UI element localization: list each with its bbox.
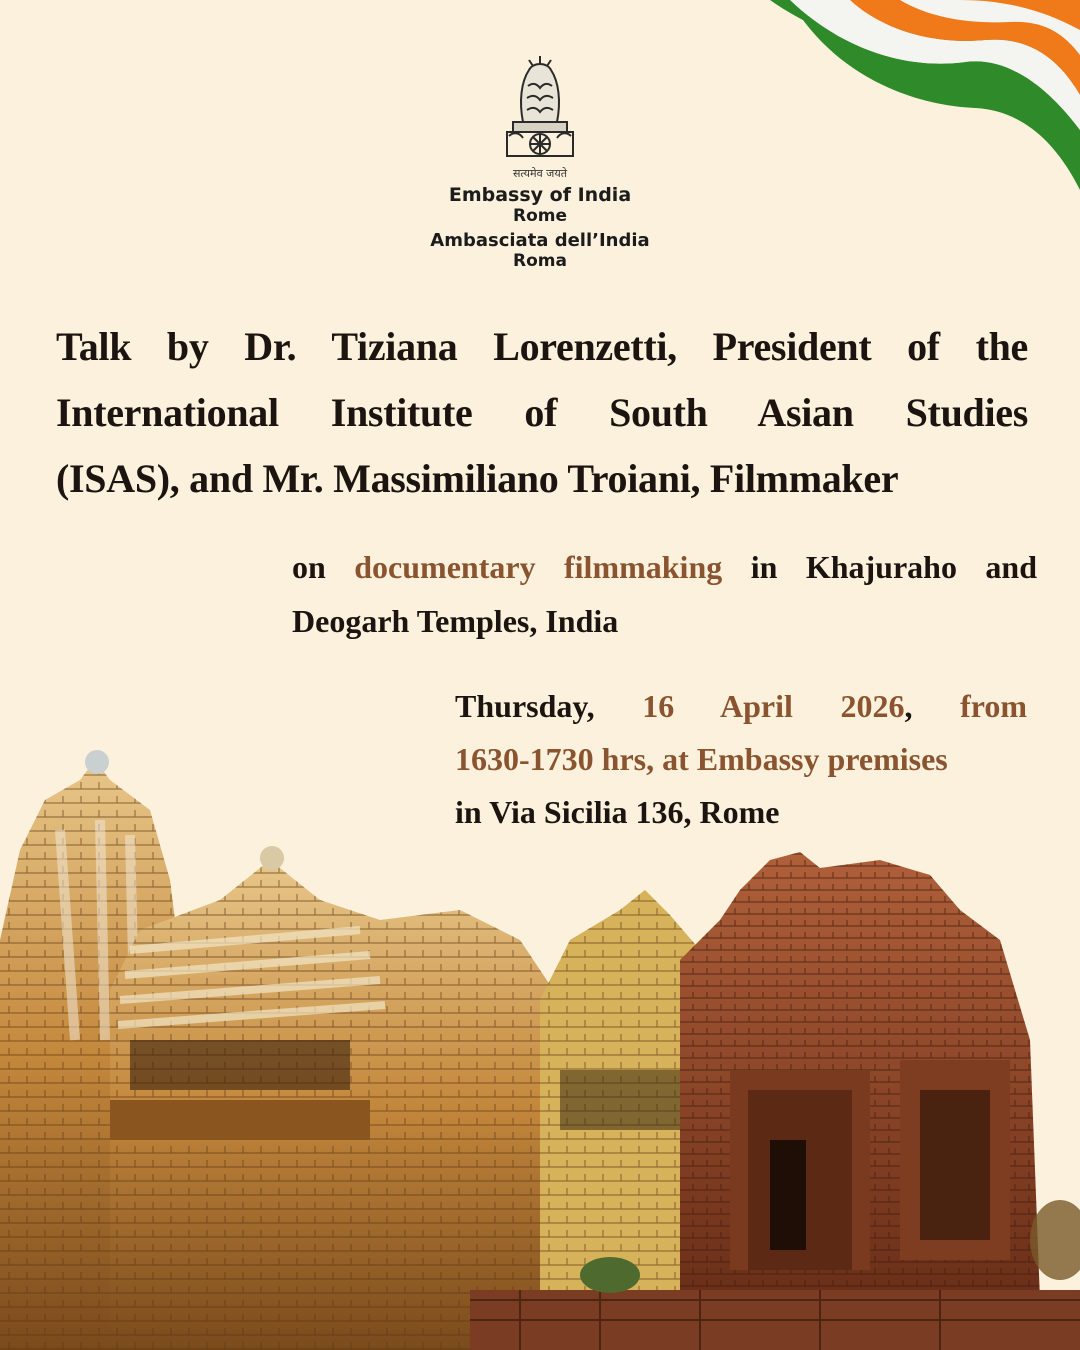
headline-line-3: (ISAS), and Mr. Massimiliano Troiani, Filmmaker — [56, 456, 899, 501]
topic-highlight: documentary filmmaking — [354, 549, 723, 585]
topic-prefix: on — [292, 549, 326, 585]
event-date: 16 April 2026 — [642, 688, 905, 724]
national-emblem-icon — [495, 52, 585, 172]
org-name-italian: Ambasciata dell’India — [430, 230, 650, 251]
event-time-venue: 1630-1730 hrs, at Embassy premises — [455, 741, 948, 777]
event-topic — [292, 540, 1037, 648]
org-name-english: Embassy of India — [448, 184, 632, 206]
headline-line-1: Talk by Dr. Tiziana Lorenzetti, President of the — [56, 324, 1028, 369]
event-day: Thursday, — [455, 688, 595, 724]
topic-line-1 — [292, 540, 1037, 594]
topic-line-2: Deogarh Temples, India — [292, 603, 619, 639]
event-from: from — [960, 688, 1027, 724]
event-address: in Via Sicilia 136, Rome — [455, 794, 780, 830]
date-comma: , — [904, 688, 913, 724]
schedule-line-1 — [455, 680, 1027, 733]
headline-line-2: International Institute of South Asian Studies — [56, 390, 1028, 435]
event-headline — [56, 314, 1028, 512]
temples-illustration — [0, 740, 1080, 1350]
emblem-motto: सत्यमेव जयते — [512, 167, 567, 180]
org-city-english: Rome — [512, 206, 567, 226]
topic-rest: in Khajuraho and — [750, 549, 1038, 585]
org-city-italian: Roma — [513, 251, 567, 271]
